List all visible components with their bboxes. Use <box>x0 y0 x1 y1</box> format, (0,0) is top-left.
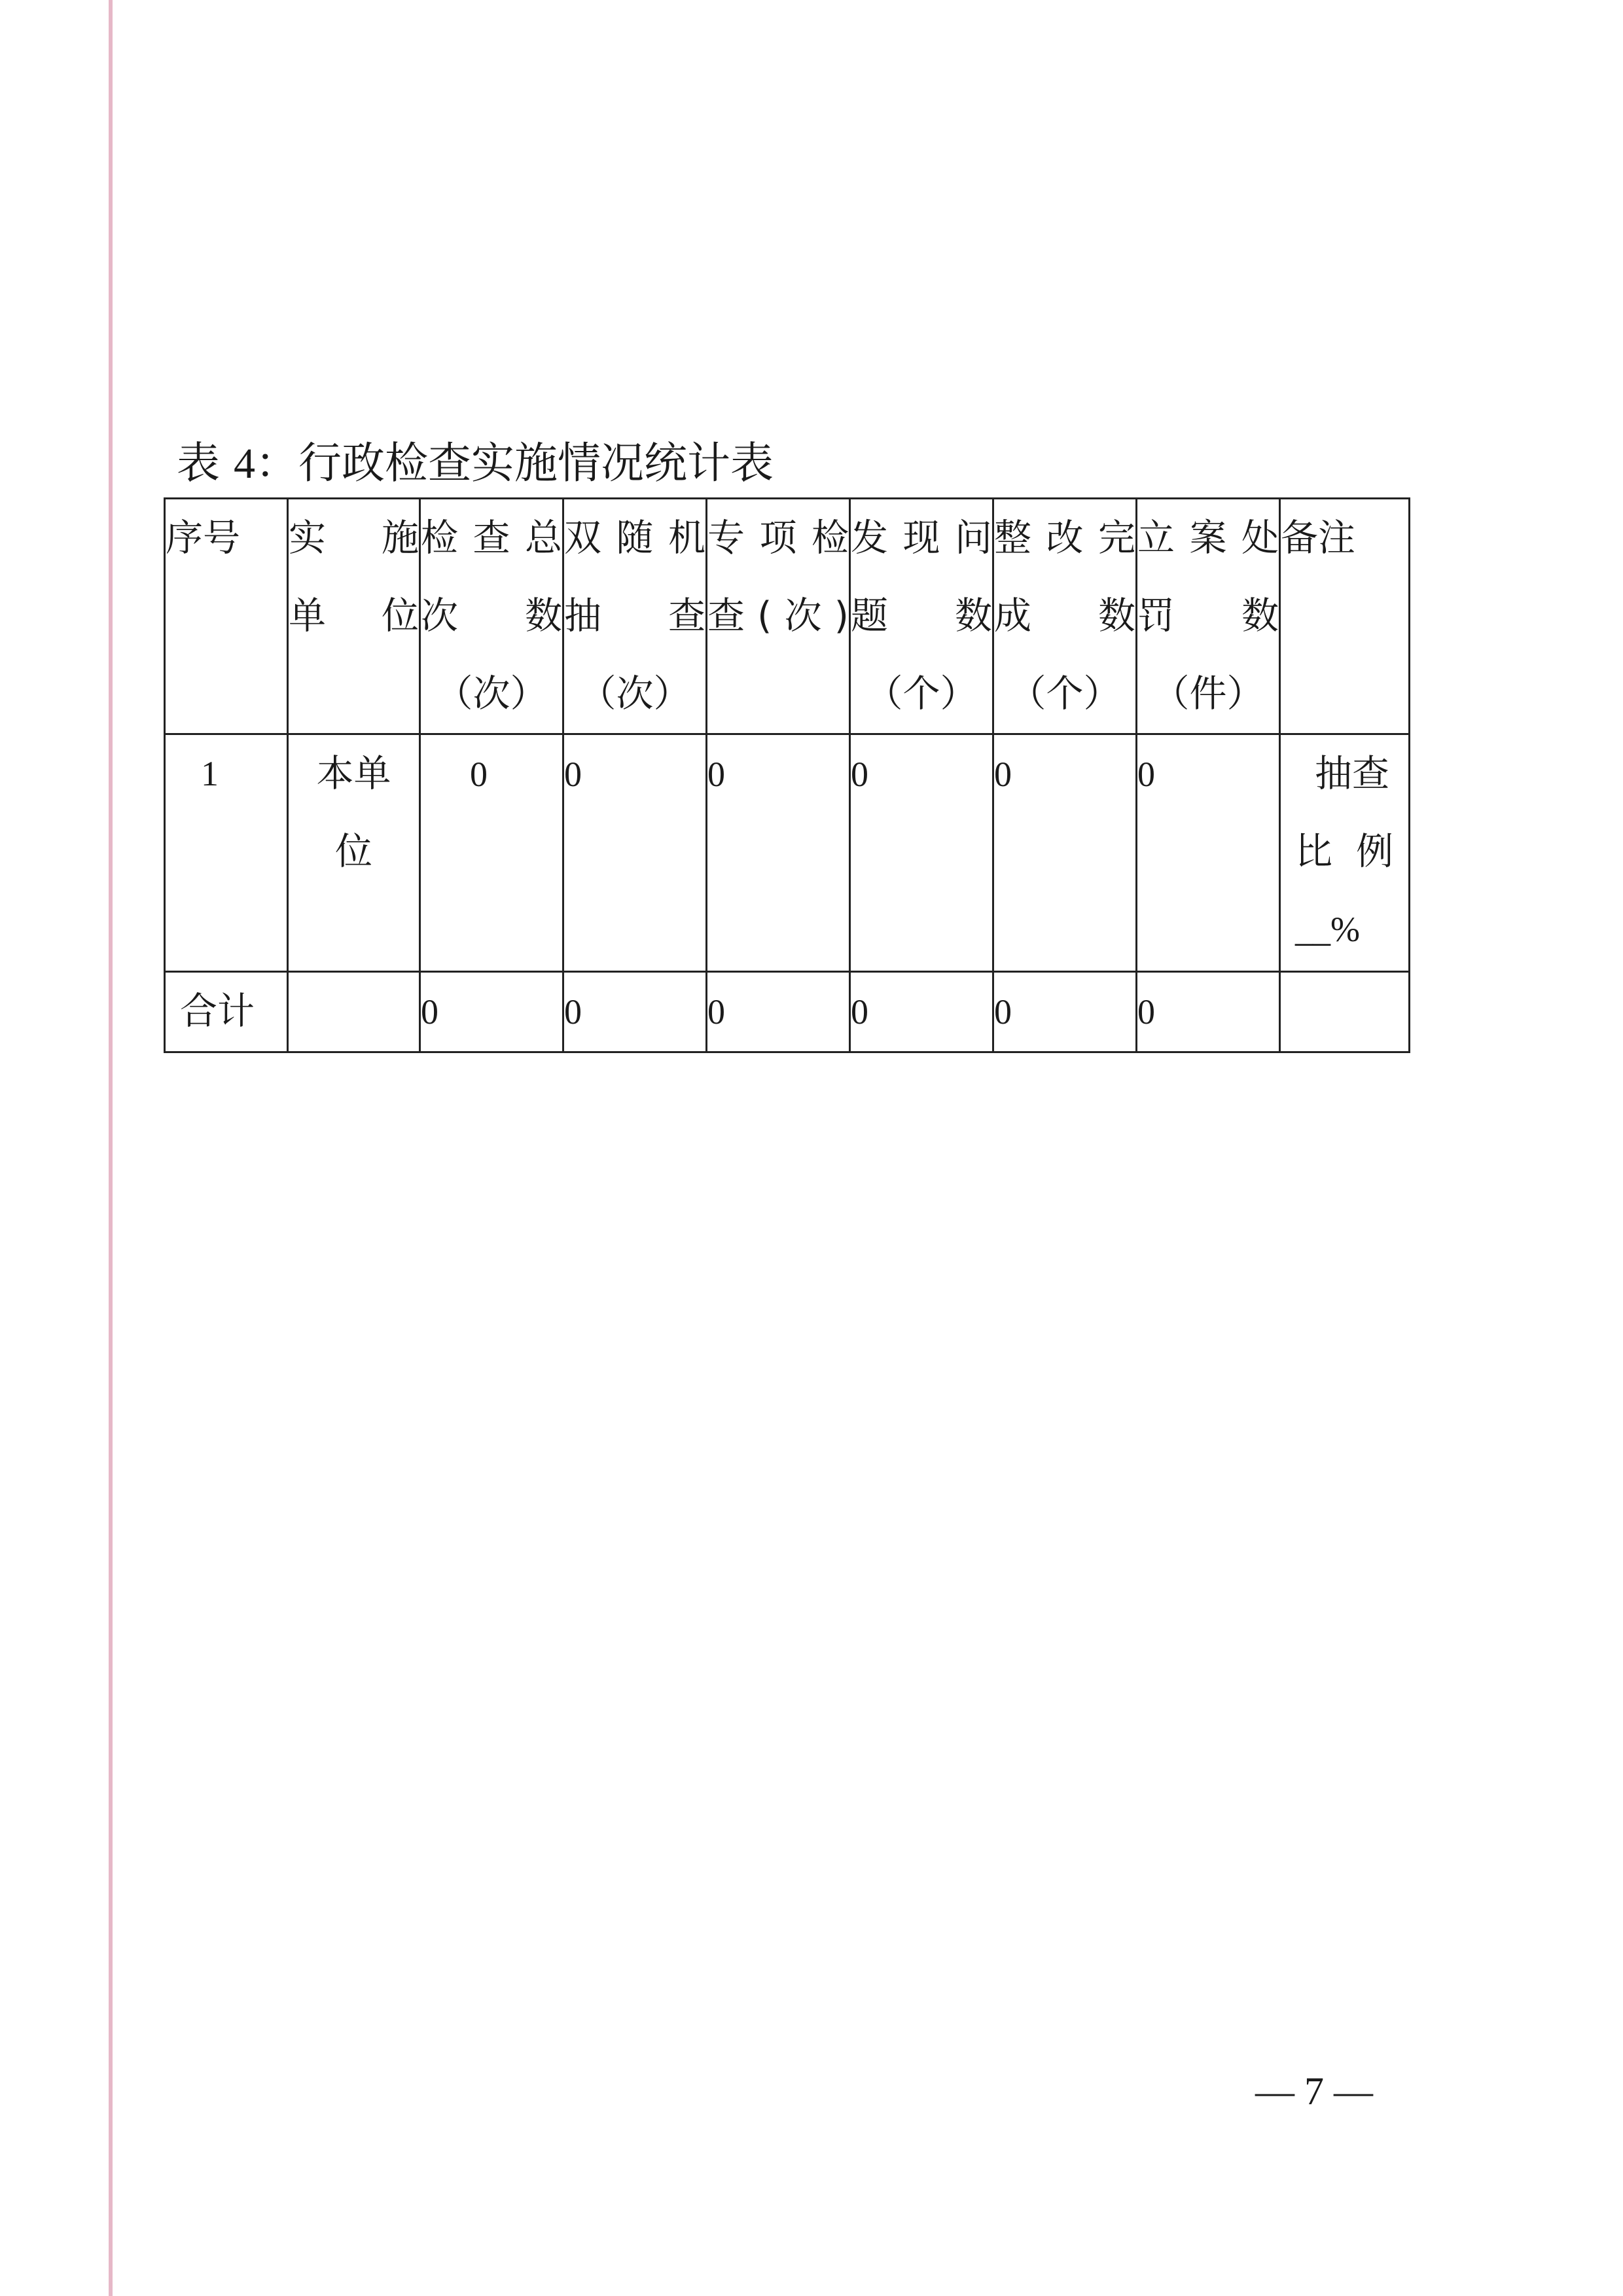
header-line: 抽 查 <box>564 594 705 637</box>
header-line: （件） <box>1152 672 1264 715</box>
row-value-cell <box>707 734 850 972</box>
row-total-inspections: 0 <box>470 755 488 794</box>
table-title <box>177 437 774 490</box>
total-label-cell <box>165 972 288 1052</box>
header-random-inspections <box>563 499 707 734</box>
row-problems-found: 0 <box>851 755 868 794</box>
header-line: 成 数 <box>994 594 1135 637</box>
row-value-cell <box>993 734 1137 972</box>
row-seq: 1 <box>201 754 219 793</box>
row-value-cell <box>1137 734 1280 972</box>
header-rectified <box>993 499 1137 734</box>
header-line: （个） <box>1008 672 1121 715</box>
header-line: 整改完 <box>994 516 1135 560</box>
total-penalty-cases: 0 <box>1137 992 1155 1031</box>
total-value-cell <box>420 972 563 1052</box>
header-line: 立案处 <box>1137 516 1279 560</box>
table-row <box>165 734 1410 972</box>
header-special-inspections <box>707 499 850 734</box>
row-unit-line: 本单 <box>316 752 391 795</box>
total-value-cell <box>1137 972 1280 1052</box>
header-line: 备注 <box>1281 516 1355 560</box>
total-total-inspections: 0 <box>421 992 438 1031</box>
row-remark-line: 比 例 <box>1295 830 1394 873</box>
table-title-separator: ： <box>255 438 298 488</box>
total-unit-cell <box>288 972 420 1052</box>
total-random-inspections: 0 <box>564 992 582 1031</box>
row-random-inspections: 0 <box>564 755 582 794</box>
header-line: 题 数 <box>851 594 992 637</box>
row-rectified: 0 <box>994 755 1012 794</box>
total-remark-cell <box>1280 972 1410 1052</box>
header-line: 检查总 <box>421 516 562 560</box>
total-value-cell <box>707 972 850 1052</box>
row-remark-line: 抽查 <box>1315 752 1389 795</box>
header-line: 实 施 <box>289 516 419 560</box>
header-seq <box>165 499 288 734</box>
table-title-text: 行政检查实施情况统计表 <box>298 438 774 488</box>
header-unit <box>288 499 420 734</box>
header-line: （次） <box>579 672 691 715</box>
total-problems-found: 0 <box>851 992 868 1031</box>
row-special-inspections: 0 <box>707 755 725 794</box>
row-value-cell <box>563 734 707 972</box>
total-special-inspections: 0 <box>707 992 725 1031</box>
row-remark-line: __% <box>1295 910 1360 949</box>
total-label: 合计 <box>180 990 255 1033</box>
row-value-cell <box>850 734 993 972</box>
header-line: 双随机 <box>564 516 705 560</box>
row-unit-line: 位 <box>335 830 372 873</box>
table-title-number: 4 <box>233 440 255 488</box>
total-value-cell <box>993 972 1137 1052</box>
total-row <box>165 972 1410 1052</box>
header-problems-found <box>850 499 993 734</box>
header-line: （个） <box>865 672 978 715</box>
total-rectified: 0 <box>994 992 1012 1031</box>
header-remarks <box>1280 499 1410 734</box>
row-remark-cell <box>1280 734 1410 972</box>
header-line: 专项检 <box>707 516 849 560</box>
row-value-cell <box>420 734 563 972</box>
header-line: 单 位 <box>289 594 419 637</box>
header-line: 序号 <box>166 516 240 560</box>
header-line: 次 数 <box>421 594 562 637</box>
header-line: 罚 数 <box>1137 594 1279 637</box>
total-value-cell <box>850 972 993 1052</box>
header-penalty-cases <box>1137 499 1280 734</box>
header-total-inspections <box>420 499 563 734</box>
row-seq-cell <box>165 734 288 972</box>
row-penalty-cases: 0 <box>1137 755 1155 794</box>
header-row <box>165 499 1410 734</box>
header-line: 查(次) <box>707 594 849 637</box>
total-value-cell <box>563 972 707 1052</box>
table-title-prefix: 表 <box>177 438 220 488</box>
binding-margin-line <box>109 0 113 2296</box>
page-number: — 7 — <box>1255 2070 1373 2113</box>
inspection-statistics-table <box>164 497 1410 1053</box>
row-unit-cell <box>288 734 420 972</box>
header-line: （次） <box>435 672 548 715</box>
header-line: 发现问 <box>851 516 992 560</box>
